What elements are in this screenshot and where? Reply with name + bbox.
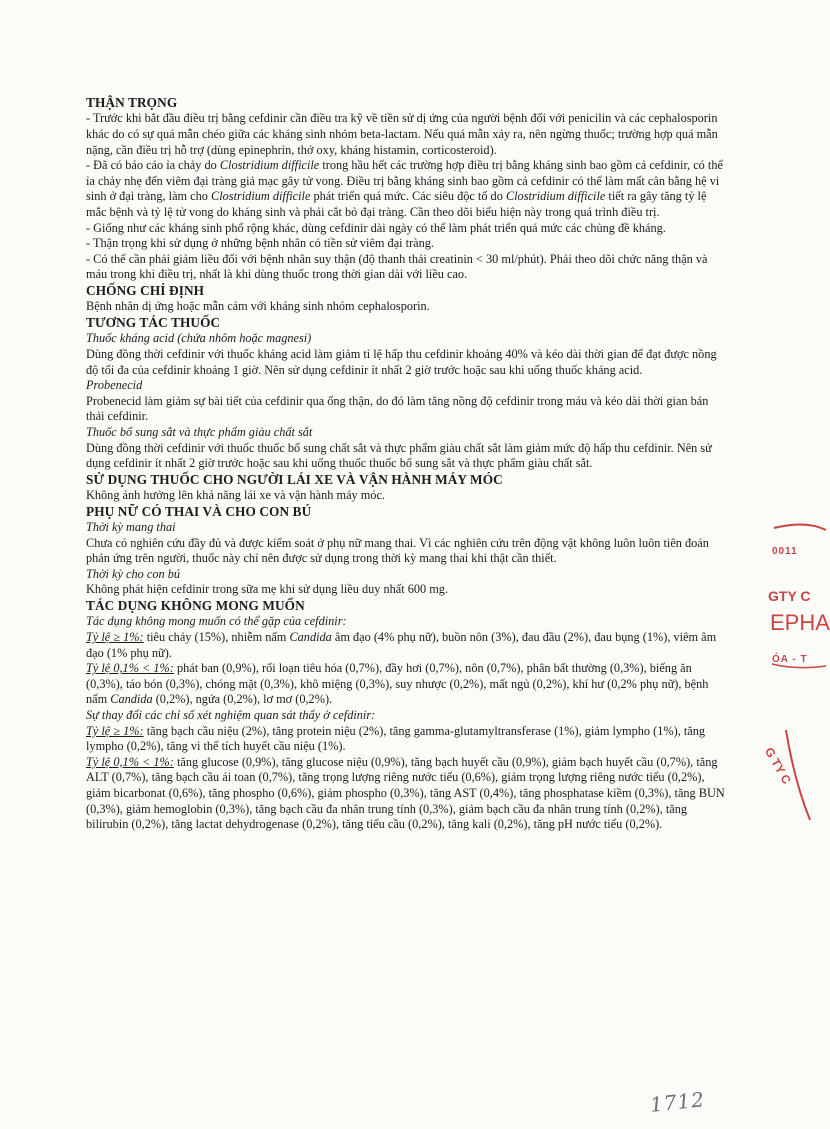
adverse-uncommon-a: phát ban (0,9%), rối loạn tiêu hóa (0,7%), đầy hơi (0,7%), nôn (0,7%), phân bất thường (0,3%), biếng ăn (0,3%), táo bón (0,3%), chóng mặt (0,3%), khô miệng (0,3%), suy nhược (0,2%), mất ngủ (0,2%), khí hư (0,2% phụ nữ), bệnh nấm xyxy=(86,661,709,707)
heading-tac-dung: TÁC DỤNG KHÔNG MONG MUỐN xyxy=(86,598,305,614)
heading-lai-xe: SỬ DỤNG THUỐC CHO NGƯỜI LÁI XE VÀ VẬN HÀNH MÁY MÓC xyxy=(86,471,503,487)
lab-common xyxy=(86,724,726,755)
pregnancy-text: Chưa có nghiên cứu đầy đủ và được kiểm soát ở phụ nữ mang thai. Vì các nghiên cứu trên động vật không luôn luôn tiên đoán phản ứng trên người, thuốc này chỉ nên được sử dụng trong thời kỳ mang thai khi thật cần thiết. xyxy=(86,535,709,566)
interaction-iron-title: Thuốc bổ sung sắt và thực phẩm giàu chất sắt xyxy=(86,424,313,439)
candida-name-1: Candida xyxy=(289,630,332,645)
pregnancy-title: Thời kỳ mang thai xyxy=(86,520,176,535)
adverse-common-a: tiêu chảy (15%), nhiễm nấm xyxy=(143,630,290,645)
candida-name-2: Candida xyxy=(110,692,153,707)
stamp-line-3: EPHA xyxy=(770,610,830,635)
lactation-title: Thời kỳ cho con bú xyxy=(86,566,180,581)
document-body xyxy=(86,95,726,833)
stamp-line-2: GTY C xyxy=(768,588,811,604)
interaction-antacid-text: Dùng đồng thời cefdinir với thuốc kháng acid làm giảm tỉ lệ hấp thu cefdinir khoảng 40% và kéo dài thời gian để đạt được nồng độ tối đa của cefdinir khoảng 1 giờ. Nên sử dụng cefdinir ít nhất 2 giờ trước hoặc sau khi uống thuốc kháng acid. xyxy=(86,346,717,377)
stamp-ring xyxy=(766,520,806,840)
stamp-line-1: 0011 xyxy=(772,546,798,557)
precaution-1: - Trước khi bắt đầu điều trị bằng cefdinir cần điều tra kỹ về tiền sử dị ứng của người bệnh đối với penicilin và các cephalosporin khác do có sự quá mẫn chéo giữa các kháng sinh nhóm beta-lactam. Nếu quá mẫn xảy ra, nên ngừng thuốc; trường hợp quá mẫn nặng, cần điều trị hỗ trợ (dùng epinephrin, thở oxy, kháng histamin, corticosteroid). xyxy=(86,111,718,157)
interaction-iron-text: Dùng đồng thời cefdinir với thuốc thuốc bổ sung chất sắt và thực phẩm giàu chất sắt làm giảm mức độ hấp thu cefdinir. Nên sử dụng cefdinir ít nhất 2 giờ trước hoặc sau khi uống thuốc thuốc bổ sung sắt và thực phẩm giàu chất sắt. xyxy=(86,440,712,471)
stamp-line-5: G TY C xyxy=(761,745,794,787)
interaction-antacid-title: Thuốc kháng acid (chứa nhôm hoặc magnesi) xyxy=(86,331,312,346)
adverse-common-b: âm đạo (4% phụ nữ), buồn nôn (3%), đau đầu (2%), đau bụng (1%), viêm âm đạo (1% phụ nữ). xyxy=(86,630,717,660)
heading-chong-chi-dinh: CHỐNG CHỈ ĐỊNH xyxy=(86,282,205,298)
lab-common-text: tăng bạch cầu niệu (2%), tăng protein niệu (2%), tăng gamma-glutamyltransferase (1%), giảm lympho (1%), tăng lympho (0,2%), tăng vi thể tích huyết cầu niệu (1%). xyxy=(86,723,706,754)
adverse-effects-subtitle: Tác dụng không mong muốn có thể gặp của cefdinir: xyxy=(86,614,347,629)
organism-name-2: Clostridium difficile xyxy=(211,189,311,204)
heading-phu-nu: PHỤ NỮ CÓ THAI VÀ CHO CON BÚ xyxy=(86,503,312,519)
precaution-2 xyxy=(86,158,726,220)
rate-label-uncommon: Tỷ lệ 0,1% < 1%: xyxy=(86,661,174,676)
handwritten-page-number: 1712 xyxy=(648,1087,707,1117)
precaution-4: - Thận trọng khi sử dụng ở những bệnh nhân có tiền sử viêm đại tràng. xyxy=(86,236,434,251)
heading-than-trong: THẬN TRỌNG xyxy=(86,95,178,110)
precaution-3: - Giống như các kháng sinh phổ rộng khác, dùng cefdinir dài ngày có thể làm phát triển quá mức các chủng đề kháng. xyxy=(86,220,666,235)
heading-tuong-tac: TƯƠNG TÁC THUỐC xyxy=(86,314,221,330)
lab-changes-subtitle: Sự thay đổi các chỉ số xét nghiệm quan sát thấy ở cefdinir: xyxy=(86,708,376,723)
organism-name-3: Clostridium difficile xyxy=(505,189,606,204)
organism-name-1: Clostridium difficile xyxy=(219,158,320,173)
rate-label-common: Tỷ lệ ≥ 1%: xyxy=(86,630,144,645)
contraindication-text: Bệnh nhân dị ứng hoặc mẫn cảm với kháng sinh nhóm cephalosporin. xyxy=(86,299,430,314)
rate-label-lab-uncommon: Tỷ lệ 0,1% < 1%: xyxy=(86,754,174,769)
lab-uncommon-text: tăng glucose (0,9%), tăng glucose niệu (0,9%), tăng bạch huyết cầu (0,9%), giảm bạch huyết cầu (0,7%), tăng ALT (0,7%), tăng bạch cầu ái toan (0,7%), tăng trọng lượng riêng nước tiểu (0,6%), giảm trọng lượng riêng nước tiểu (0,2%), giảm bicarbonat (0,6%), tăng phospho (0,6%), giảm phospho (0,3%), tăng AST (0,4%), tăng phosphatase kiềm (0,3%), tăng BUN (0,3%), giảm hemoglobin (0,3%), tăng bạch cầu đa nhân trung tính (0,3%), giảm bạch cầu đa nhân trung tính (0,2%), tăng bilirubin (0,2%), tăng lactat dehydrogenase (0,2%), tăng tiểu cầu (0,2%), tăng kali (0,2%), tăng pH nước tiểu (0,2%). xyxy=(86,754,725,832)
precaution-2-part3: phát triển quá mức. Các siêu độc tố do xyxy=(310,189,506,204)
precaution-5: - Có thể cần phải giảm liều đối với bệnh nhân suy thận (độ thanh thải creatinin < 30 ml/phút). Phải theo dõi chức năng thận và máu trong khi điều trị, nhất là khi dùng thuốc trong thời gian dài với liều cao. xyxy=(86,251,708,282)
adverse-uncommon-b: (0,2%), ngứa (0,2%), lơ mơ (0,2%). xyxy=(152,692,333,707)
precaution-2-part4: tiết ra gây tăng tỷ lệ mắc bệnh và tỷ lệ tử vong do kháng sinh và phải cắt bỏ đại tràng. Cần theo dõi biểu hiện này trong quá trình điều trị. xyxy=(86,189,707,219)
rate-label-lab-common: Tỷ lệ ≥ 1%: xyxy=(86,723,144,738)
adverse-uncommon xyxy=(86,661,726,708)
stamp-line-4: ÓA - T xyxy=(772,654,808,665)
precaution-2-part1: - Đã có báo cáo ỉa chảy do xyxy=(86,158,220,173)
interaction-probenecid-title: Probenecid xyxy=(86,378,143,393)
precaution-2-part2: trong hầu hết các trường hợp điều trị bằng kháng sinh bao gồm cả cefdinir, có thể ỉa chảy nhẹ đến viêm đại tràng giả mạc gây tử vong. Điều trị bằng kháng sinh bao gồm cả cefdinir có thể làm mất cân bằng hệ vi sinh ở đại tràng, làm cho xyxy=(86,158,723,204)
interaction-probenecid-text: Probenecid làm giảm sự bài tiết của cefdinir qua ống thận, do đó làm tăng nồng độ cefdinir trong máu và kéo dài thời gian bán thải cefdinir. xyxy=(86,393,709,424)
adverse-common xyxy=(86,630,726,661)
lab-uncommon xyxy=(86,755,726,833)
lactation-text: Không phát hiện cefdinir trong sữa mẹ khi sử dụng liều duy nhất 600 mg. xyxy=(86,582,449,597)
driving-text: Không ảnh hưởng lên khả năng lái xe và vận hành máy móc. xyxy=(86,488,385,503)
company-stamp xyxy=(761,0,830,1129)
